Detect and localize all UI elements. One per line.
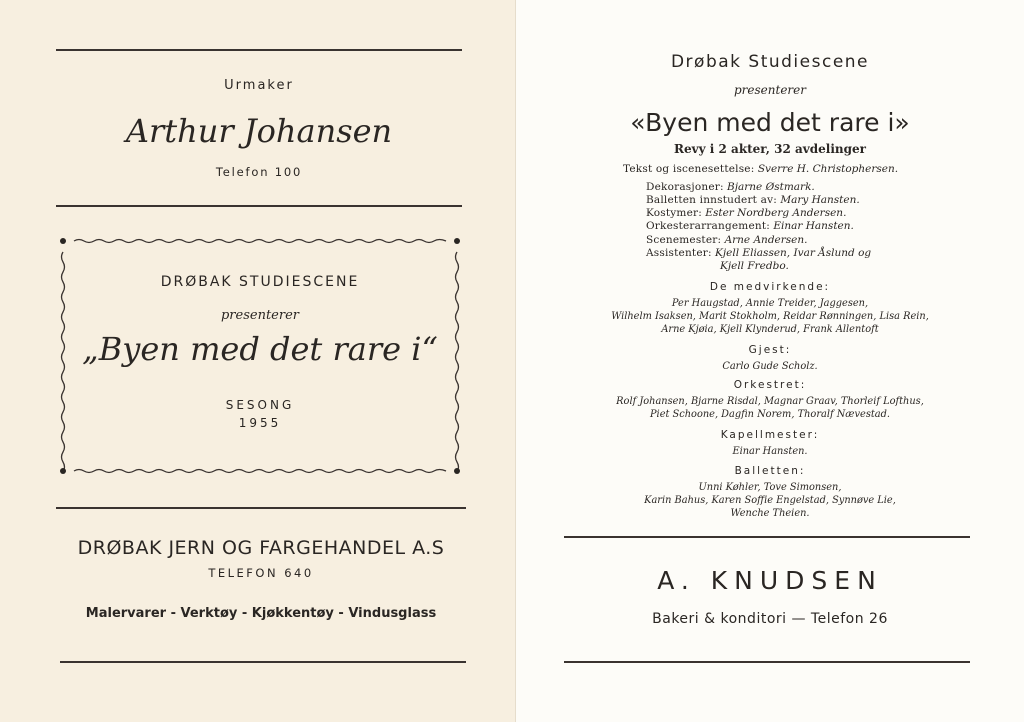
guest-heading: Gjest: xyxy=(748,344,792,356)
ballet-list: Unni Køhler, Tove Simonsen, Karin Bahus, Karen Soffie Engelstad, Synnøve Lie, Wenche Theien. xyxy=(644,482,896,519)
bandmaster-heading: Kapellmester: xyxy=(720,429,820,441)
credit-line: Scenemester: Arne Andersen. xyxy=(646,234,808,246)
divider-top xyxy=(56,49,462,51)
credit-line: Assistenter: Kjell Eliassen, Ivar Åslund og xyxy=(646,247,872,259)
season-label: SESONG xyxy=(225,398,295,412)
credit-line: Dekorasjoner: Bjarne Østmark. xyxy=(646,181,815,193)
presents-text: presenterer xyxy=(733,83,806,97)
credit-line: Tekst og iscenesettelse: Sverre H. Christophersen. xyxy=(623,163,899,175)
show-subtitle: Revy i 2 akter, 32 avdelinger xyxy=(674,142,866,156)
ballet-heading: Balletten: xyxy=(734,465,806,477)
season-year: 1955 xyxy=(238,416,282,430)
divider-upper xyxy=(56,205,462,207)
cast-heading: De medvirkende: xyxy=(709,281,831,293)
right-page xyxy=(516,0,1024,722)
show-title: «Byen med det rare i» xyxy=(630,108,910,137)
orchestra-list: Rolf Johansen, Bjarne Risdal, Magnar Graav, Thorleif Lofthus, Piet Schoone, Dagfin Norem, Thoralf Nævestad. xyxy=(616,396,924,420)
divider-right-upper xyxy=(564,536,970,538)
orchestra-heading: Orkestret: xyxy=(733,379,807,391)
credit-line: Kjell Fredbo. xyxy=(720,260,789,272)
hardware-store-products: Malervarer - Verktøy - Kjøkkentøy - Vindusglass xyxy=(85,606,437,621)
watchmaker-title: Urmaker xyxy=(224,78,294,93)
program-frame xyxy=(60,238,460,474)
hardware-store-phone: TELEFON 640 xyxy=(208,566,314,580)
watchmaker-phone: Telefon 100 xyxy=(215,165,303,179)
credit-line: Kostymer: Ester Nordberg Andersen. xyxy=(646,207,847,219)
theatre-name: Drøbak Studiescene xyxy=(670,52,870,72)
program-theatre: DRØBAK STUDIESCENE xyxy=(160,274,360,290)
hardware-store-name: DRØBAK JERN OG FARGEHANDEL A.S xyxy=(77,537,445,559)
credit-line: Orkesterarrangement: Einar Hansten. xyxy=(646,220,854,232)
divider-middle xyxy=(56,507,466,509)
program-presents: presenterer xyxy=(220,308,299,323)
divider-bottom xyxy=(60,661,466,663)
cast-list: Per Haugstad, Annie Treider, Jaggesen, Wilhelm Isaksen, Marit Stokholm, Reidar Rønningen, Lisa Rein, Arne Kjøia, Kjell Klynderud, Frank Allentoft xyxy=(611,298,929,335)
program-show-title: „Byen med det rare i“ xyxy=(82,330,438,368)
credit-line: Balletten innstudert av: Mary Hansten. xyxy=(646,194,860,206)
guest-list: Carlo Gude Scholz. xyxy=(722,361,818,372)
divider-right-bottom xyxy=(564,661,970,663)
watchmaker-name: Arthur Johansen xyxy=(125,112,393,150)
bakery-line: Bakeri & konditori — Telefon 26 xyxy=(652,611,888,627)
bandmaster-list: Einar Hansten. xyxy=(732,446,808,457)
bakery-name: A. KNUDSEN xyxy=(657,566,883,595)
